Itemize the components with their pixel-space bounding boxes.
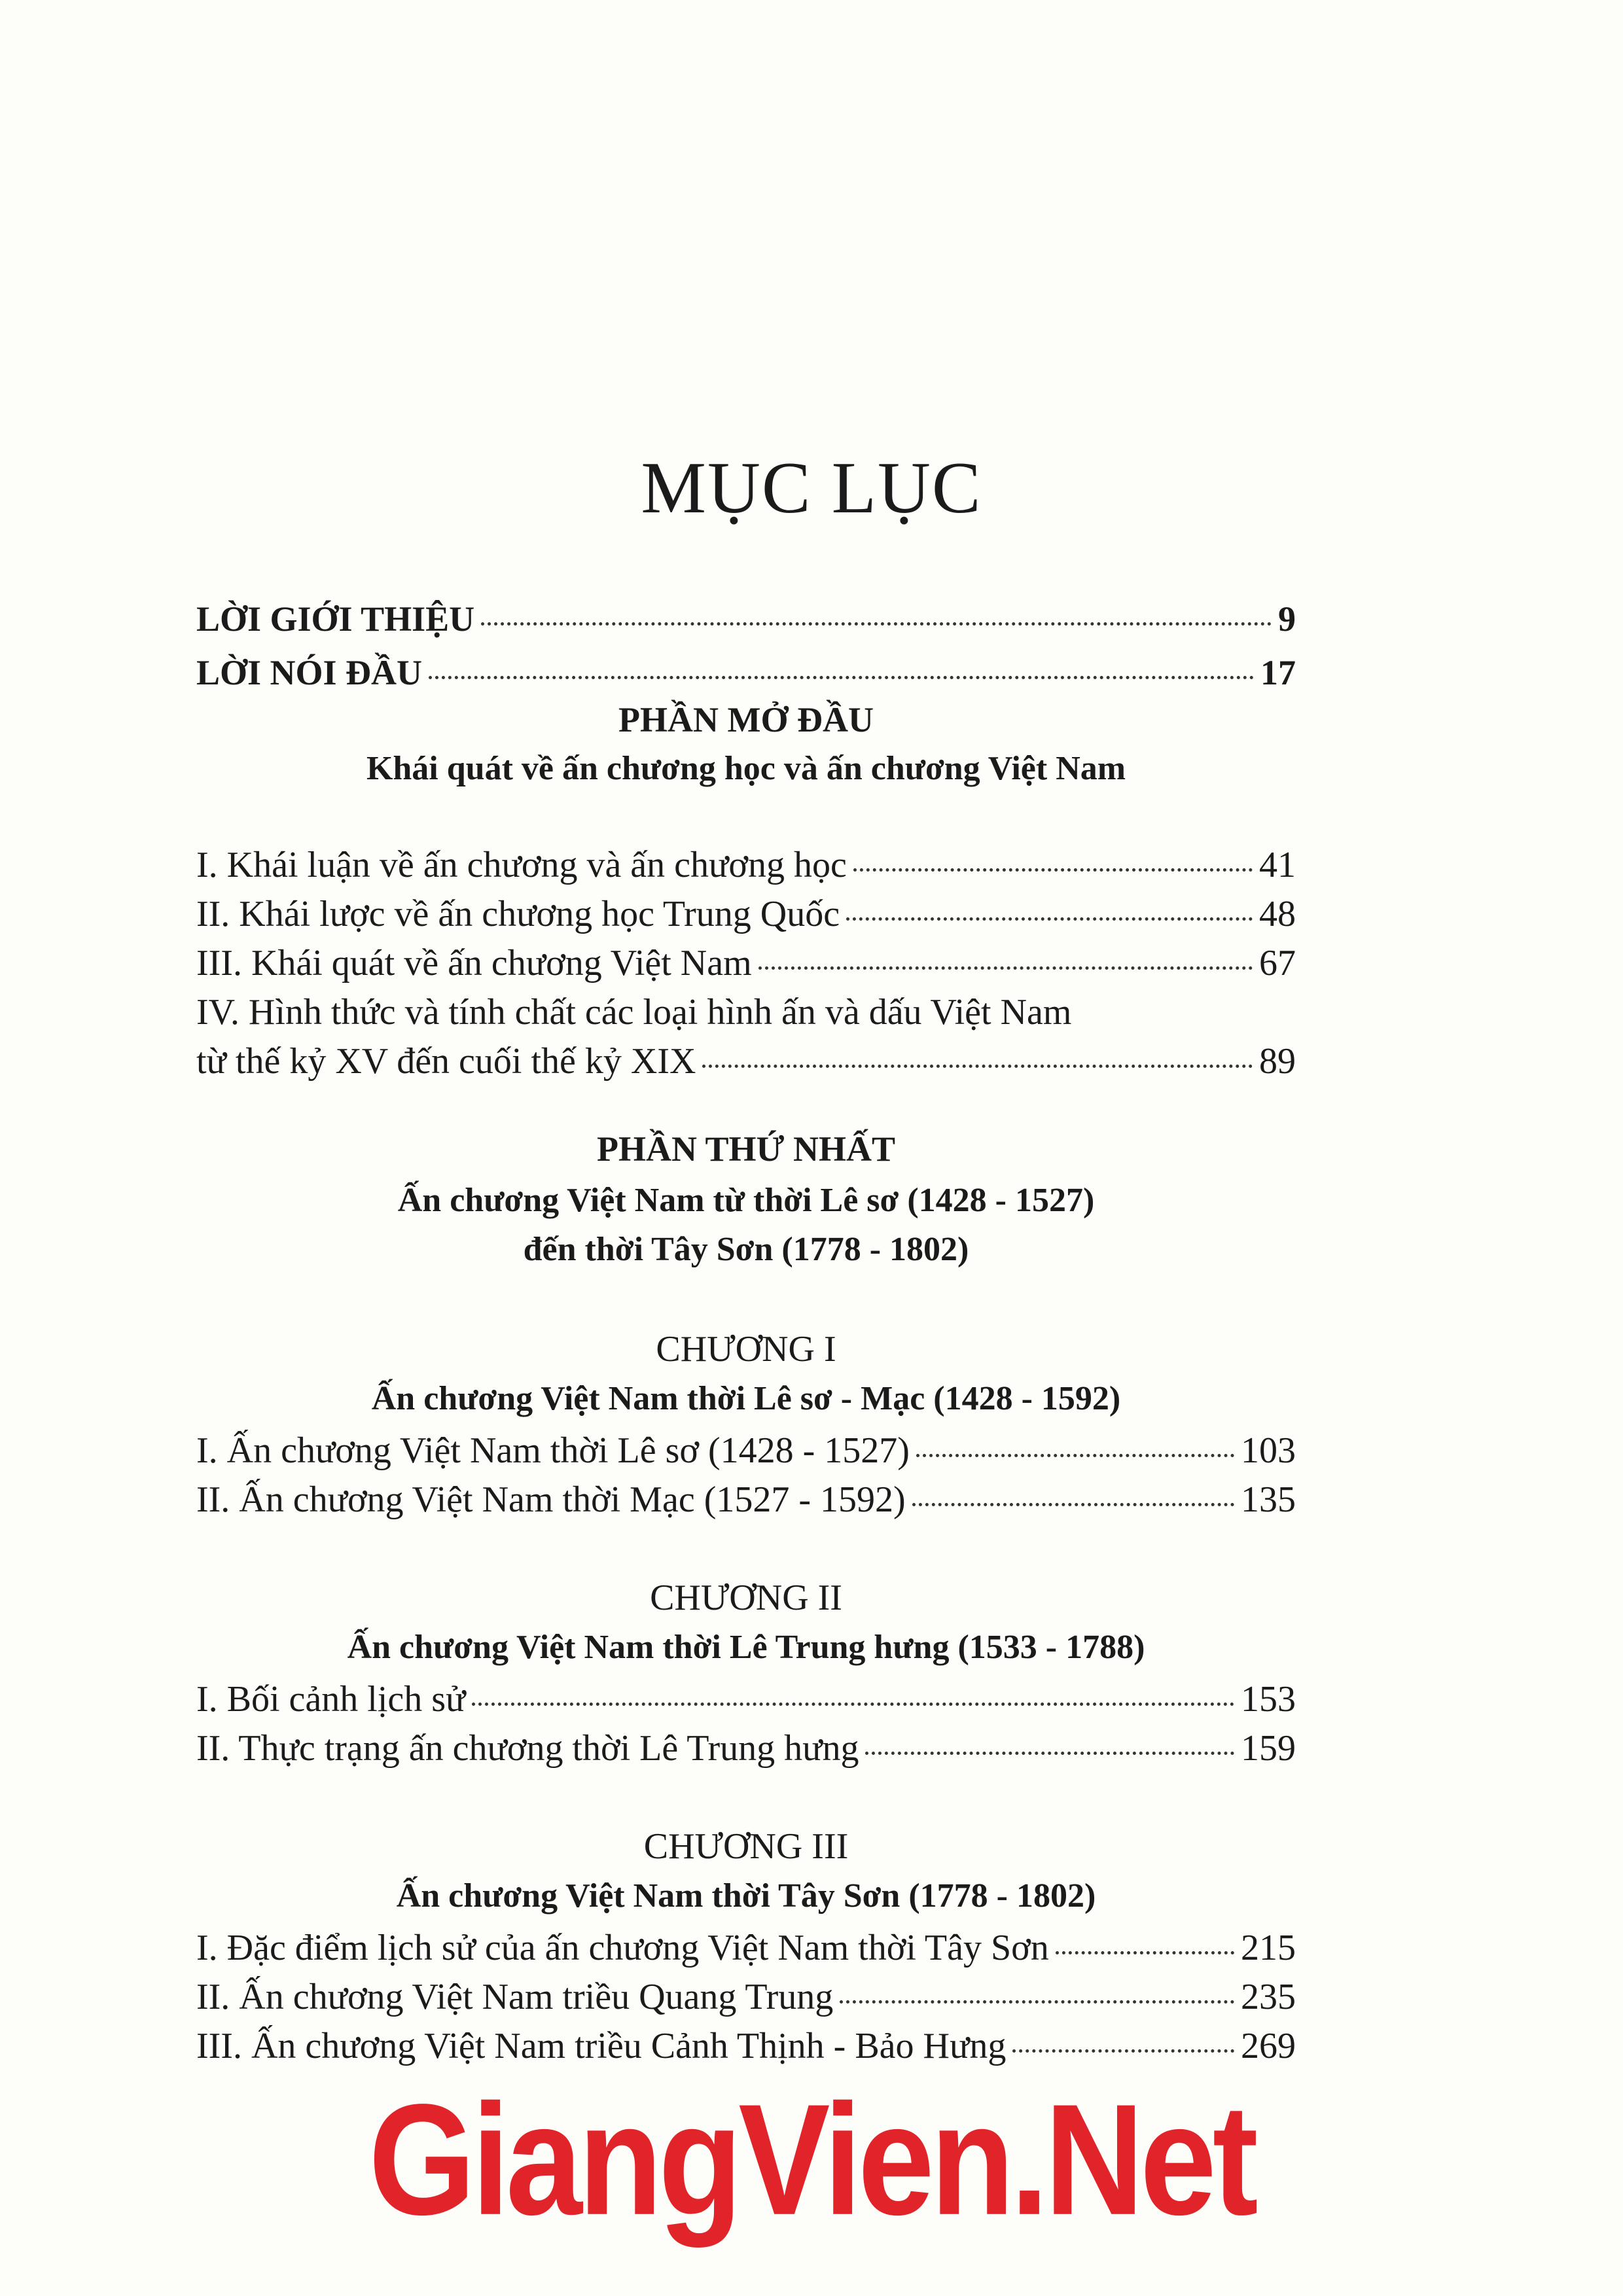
toc-label: IV. Hình thức và tính chất các loại hình ấn và dấu Việt Nam	[196, 992, 1072, 1033]
chapter-heading: CHƯƠNG III	[643, 1826, 849, 1867]
toc-entry-loi-noi-dau	[196, 652, 1296, 693]
toc-entry	[196, 1976, 1296, 2018]
toc-label: II. Ấn chương Việt Nam thời Mạc (1527 - 1592)	[196, 1479, 906, 1520]
dot-leader	[481, 622, 1272, 626]
chapter-title: Ấn chương Việt Nam thời Lê Trung hưng (1533 - 1788)	[347, 1629, 1145, 1666]
toc-page-number: 41	[1259, 845, 1296, 885]
toc-page-number: 17	[1260, 653, 1296, 692]
toc-entry	[196, 942, 1296, 984]
toc-entry-line1	[196, 991, 1296, 1033]
part-subtitle: Khái quát về ấn chương học và ấn chương Việt Nam	[366, 750, 1126, 787]
toc-entry-line2	[196, 1040, 1296, 1082]
toc-page-number: 269	[1241, 2026, 1296, 2066]
toc-page-number: 67	[1259, 943, 1296, 983]
toc-entry	[196, 844, 1296, 886]
toc-entry	[196, 1678, 1296, 1720]
toc-page-number: 9	[1278, 599, 1296, 639]
toc-label: I. Bối cảnh lịch sử	[196, 1679, 466, 1720]
dot-leader	[1012, 2049, 1234, 2053]
toc-page-number: 215	[1241, 1928, 1296, 1968]
dot-leader	[429, 676, 1254, 679]
toc-entry	[196, 1727, 1296, 1769]
part-heading: PHẦN THỨ NHẤT	[596, 1129, 896, 1169]
toc-page-number: 135	[1241, 1479, 1296, 1520]
toc-label: III. Ấn chương Việt Nam triều Cảnh Thịnh - Bảo Hưng	[196, 2026, 1007, 2066]
toc-page-number: 159	[1241, 1728, 1296, 1769]
toc-page-number: 48	[1259, 894, 1296, 934]
dot-leader	[758, 966, 1253, 970]
toc-page-number: 153	[1241, 1679, 1296, 1720]
chapter-heading: CHƯƠNG II	[650, 1578, 842, 1618]
toc-entry	[196, 1479, 1296, 1521]
toc-label: LỜI NÓI ĐẦU	[196, 653, 423, 692]
toc-page-number: 235	[1241, 1977, 1296, 2017]
page-title: MỤC LỤC	[641, 448, 982, 529]
dot-leader	[865, 1752, 1234, 1755]
toc-entry	[196, 893, 1296, 935]
dot-leader	[846, 917, 1253, 921]
part-heading: PHẦN MỞ ĐẦU	[618, 700, 874, 739]
dot-leader	[472, 1703, 1234, 1706]
toc-label: I. Khái luận về ấn chương và ấn chương học	[196, 845, 847, 885]
toc-label: II. Khái lược về ấn chương học Trung Quốc	[196, 894, 840, 934]
toc-label: LỜI GIỚI THIỆU	[196, 599, 475, 639]
toc-label: III. Khái quát về ấn chương Việt Nam	[196, 943, 752, 983]
toc-label: I. Ấn chương Việt Nam thời Lê sơ (1428 - 1527)	[196, 1430, 910, 1471]
toc-label: I. Đặc điểm lịch sử của ấn chương Việt Nam thời Tây Sơn	[196, 1928, 1049, 1968]
watermark-logo: GiangVien.Net	[368, 2071, 1255, 2248]
toc-page-number: 89	[1259, 1041, 1296, 1082]
dot-leader	[853, 868, 1253, 872]
dot-leader	[702, 1065, 1253, 1068]
toc-label: II. Ấn chương Việt Nam triều Quang Trung	[196, 1977, 834, 2017]
dot-leader	[1056, 1951, 1234, 1954]
part-subtitle: Ấn chương Việt Nam từ thời Lê sơ (1428 - 1527)	[397, 1182, 1095, 1219]
toc-page-number: 103	[1241, 1430, 1296, 1471]
chapter-title: Ấn chương Việt Nam thời Lê sơ - Mạc (1428 - 1592)	[371, 1380, 1121, 1417]
toc-entry	[196, 2025, 1296, 2067]
dot-leader	[912, 1503, 1234, 1506]
toc-entry-loi-gioi-thieu	[196, 599, 1296, 639]
part-subtitle: đến thời Tây Sơn (1778 - 1802)	[523, 1231, 969, 1268]
chapter-heading: CHƯƠNG I	[656, 1329, 836, 1369]
chapter-title: Ấn chương Việt Nam thời Tây Sơn (1778 - 1802)	[396, 1877, 1096, 1915]
dot-leader	[916, 1454, 1234, 1457]
toc-label: II. Thực trạng ấn chương thời Lê Trung hưng	[196, 1728, 859, 1769]
toc-label: từ thế kỷ XV đến cuối thế kỷ XIX	[196, 1041, 696, 1082]
toc-entry	[196, 1430, 1296, 1472]
dot-leader	[840, 2000, 1234, 2004]
toc-entry	[196, 1927, 1296, 1969]
